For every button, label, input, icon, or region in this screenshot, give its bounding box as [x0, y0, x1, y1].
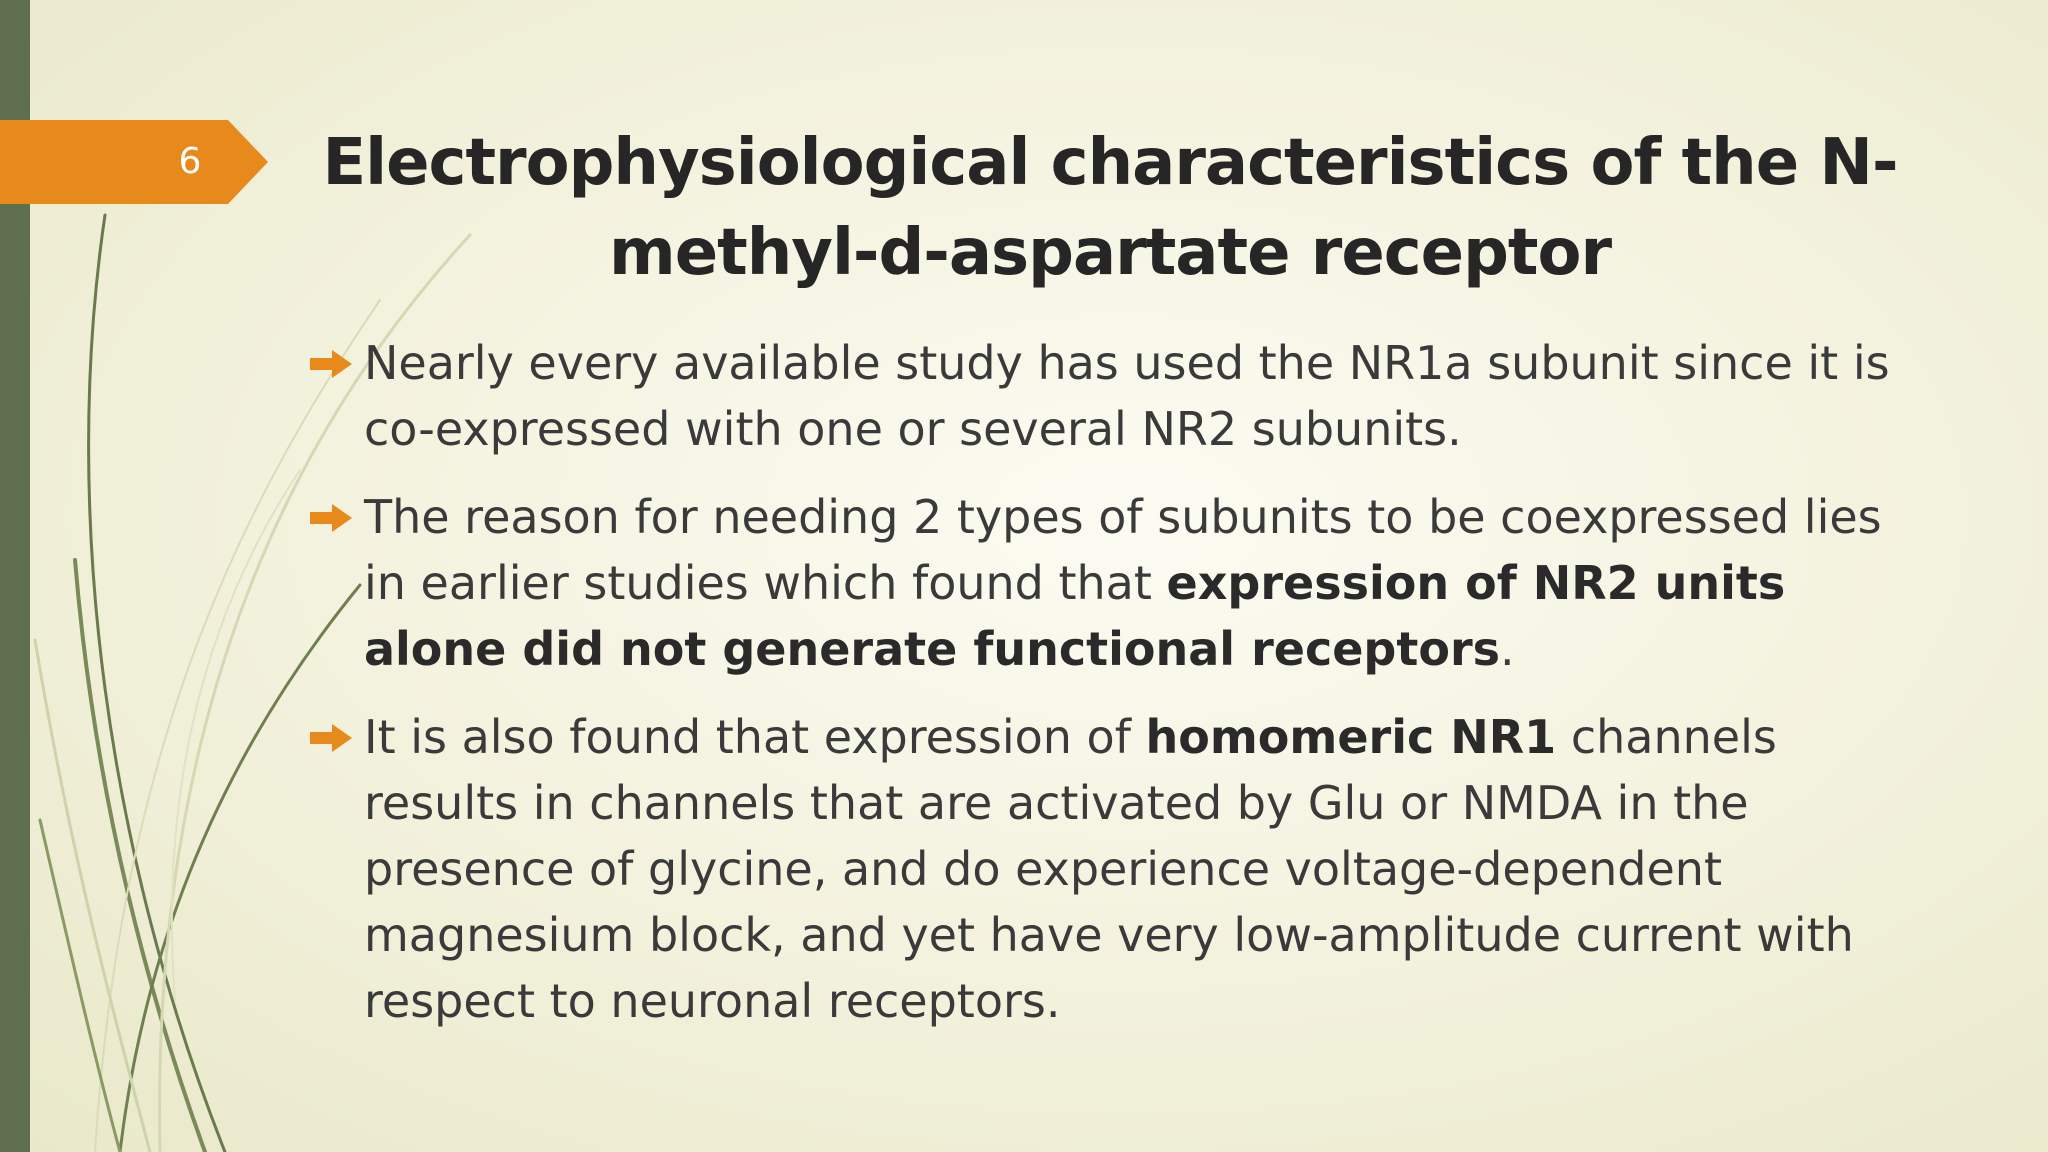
bullet-list — [300, 330, 1920, 1056]
arrow-right-icon — [310, 504, 352, 532]
arrow-right-icon — [310, 724, 352, 752]
slide-title: Electrophysiological characteristics of the N-methyl-d-aspartate receptor — [322, 126, 1898, 290]
slide-number-tab — [0, 120, 268, 204]
arrow-right-icon — [310, 350, 352, 378]
bullet-item — [300, 330, 1920, 462]
bullet-text: The reason for needing 2 types of subunits to be coexpressed lies in earlier studies which found that — [364, 490, 1882, 610]
bullet-text: . — [1500, 622, 1515, 676]
bullet-item — [300, 704, 1920, 1034]
bullet-text: It is also found that expression of — [364, 710, 1146, 764]
slide-number: 6 — [178, 141, 202, 182]
bullet-emphasis: expression of NR2 units alone did not generate functional receptors — [364, 556, 1786, 676]
bullet-text: channels results in channels that are activated by Glu or NMDA in the presence of glycine, and do experience voltage-dependent magnesium block, and yet have very low-amplitude current with respect to neuronal receptors. — [364, 710, 1854, 1028]
bullet-text: Nearly every available study has used the NR1a subunit since it is co-expressed with one or several NR2 subunits. — [364, 336, 1890, 456]
bullet-emphasis: homomeric NR1 — [1145, 710, 1557, 764]
bullet-item — [300, 484, 1920, 682]
